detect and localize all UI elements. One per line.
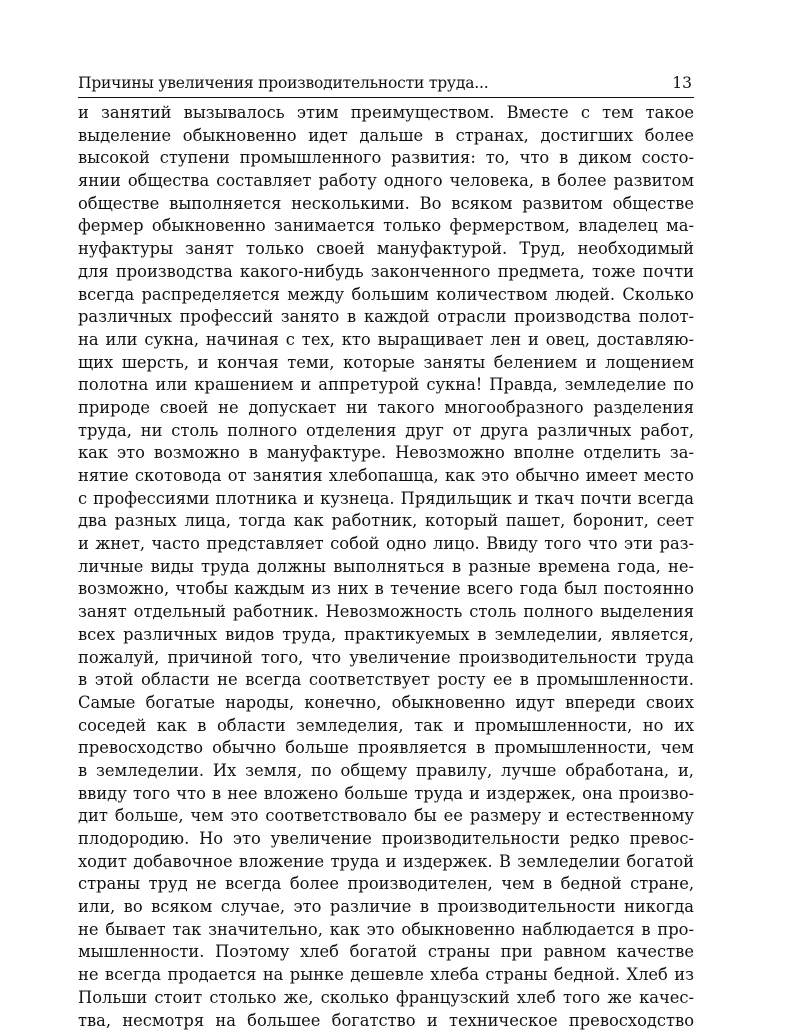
text-line: личные виды труда должны выполняться в разные времена года, не- [78,556,694,579]
text-line: всегда распределяется между большим количеством людей. Сколько [78,284,694,307]
text-line: полотна или крашением и аппретурой сукна! Правда, земледелие по [78,374,694,397]
text-line: труда, ни столь полного отделения друг от друга различных работ, [78,420,694,443]
text-line: обществе выполняется несколькими. Во всяком развитом обществе [78,193,694,216]
text-line: ходит добавочное вложение труда и издержек. В земледелии богатой [78,851,694,874]
text-line: как это возможно в мануфактуре. Невозможно вполне отделить за- [78,442,694,465]
text-line: превосходство обычно больше проявляется в промышленности, чем [78,737,694,760]
text-line: нятие скотовода от занятия хлебопашца, как это обычно имеет место [78,465,694,488]
text-line: янии общества составляет работу одного человека, в более развитом [78,170,694,193]
text-line: или, во всяком случае, это различие в производительности никогда [78,896,694,919]
text-line: два разных лица, тогда как работник, который пашет, боронит, сеет [78,510,694,533]
text-line: природе своей не допускает ни такого многообразного разделения [78,397,694,420]
text-line: щих шерсть, и кончая теми, которые заняты белением и лощением [78,352,694,375]
text-line: нуфактуры занят только своей мануфактурой. Труд, необходимый [78,238,694,261]
text-line: страны труд не всегда более производителен, чем в бедной стране, [78,873,694,896]
text-line: Самые богатые народы, конечно, обыкновенно идут впереди своих [78,692,694,715]
text-line: занят отдельный работник. Невозможность столь полного выделения [78,601,694,624]
text-line: тва, несмотря на большее богатство и техническое превосходство [78,1010,694,1032]
text-line: для производства какого-нибудь законченного предмета, тоже почти [78,261,694,284]
page-number: 13 [672,72,694,94]
running-header [78,72,694,98]
text-line: не всегда продается на рынке дешевле хлеба страны бедной. Хлеб из [78,964,694,987]
text-line: Польши стоит столько же, сколько французский хлеб того же качес- [78,987,694,1010]
text-line: выделение обыкновенно идет дальше в странах, достигших более [78,125,694,148]
running-title: Причины увеличения производительности труда... [78,72,488,94]
text-line: ввиду того что в нее вложено больше труда и издержек, она произво- [78,783,694,806]
text-line: плодородию. Но это увеличение производительности редко превос- [78,828,694,851]
text-line: различных профессий занято в каждой отрасли производства полот- [78,306,694,329]
text-line: пожалуй, причиной того, что увеличение производительности труда [78,647,694,670]
text-line: не бывает так значительно, как это обыкновенно наблюдается в про- [78,919,694,942]
text-line: на или сукна, начиная с тех, кто выращивает лен и овец, доставляю- [78,329,694,352]
text-line: фермер обыкновенно занимается только фермерством, владелец ма- [78,215,694,238]
text-line: высокой ступени промышленного развития: то, что в диком состо- [78,147,694,170]
body-text [78,102,694,1032]
text-line: всех различных видов труда, практикуемых в земледелии, является, [78,624,694,647]
text-line: соседей как в области земледелия, так и промышленности, но их [78,715,694,738]
text-line: дит больше, чем это соответствовало бы ее размеру и естественному [78,805,694,828]
text-line: в земледелии. Их земля, по общему правилу, лучше обработана, и, [78,760,694,783]
text-line: в этой области не всегда соответствует росту ее в промышленности. [78,669,694,692]
text-line: и жнет, часто представляет собой одно лицо. Ввиду того что эти раз- [78,533,694,556]
text-line: возможно, чтобы каждым из них в течение всего года был постоянно [78,578,694,601]
book-page [78,72,694,1032]
text-line: мышленности. Поэтому хлеб богатой страны при равном качестве [78,941,694,964]
text-line: и занятий вызывалось этим преимуществом. Вместе с тем такое [78,102,694,125]
text-line: с профессиями плотника и кузнеца. Прядильщик и ткач почти всегда [78,488,694,511]
